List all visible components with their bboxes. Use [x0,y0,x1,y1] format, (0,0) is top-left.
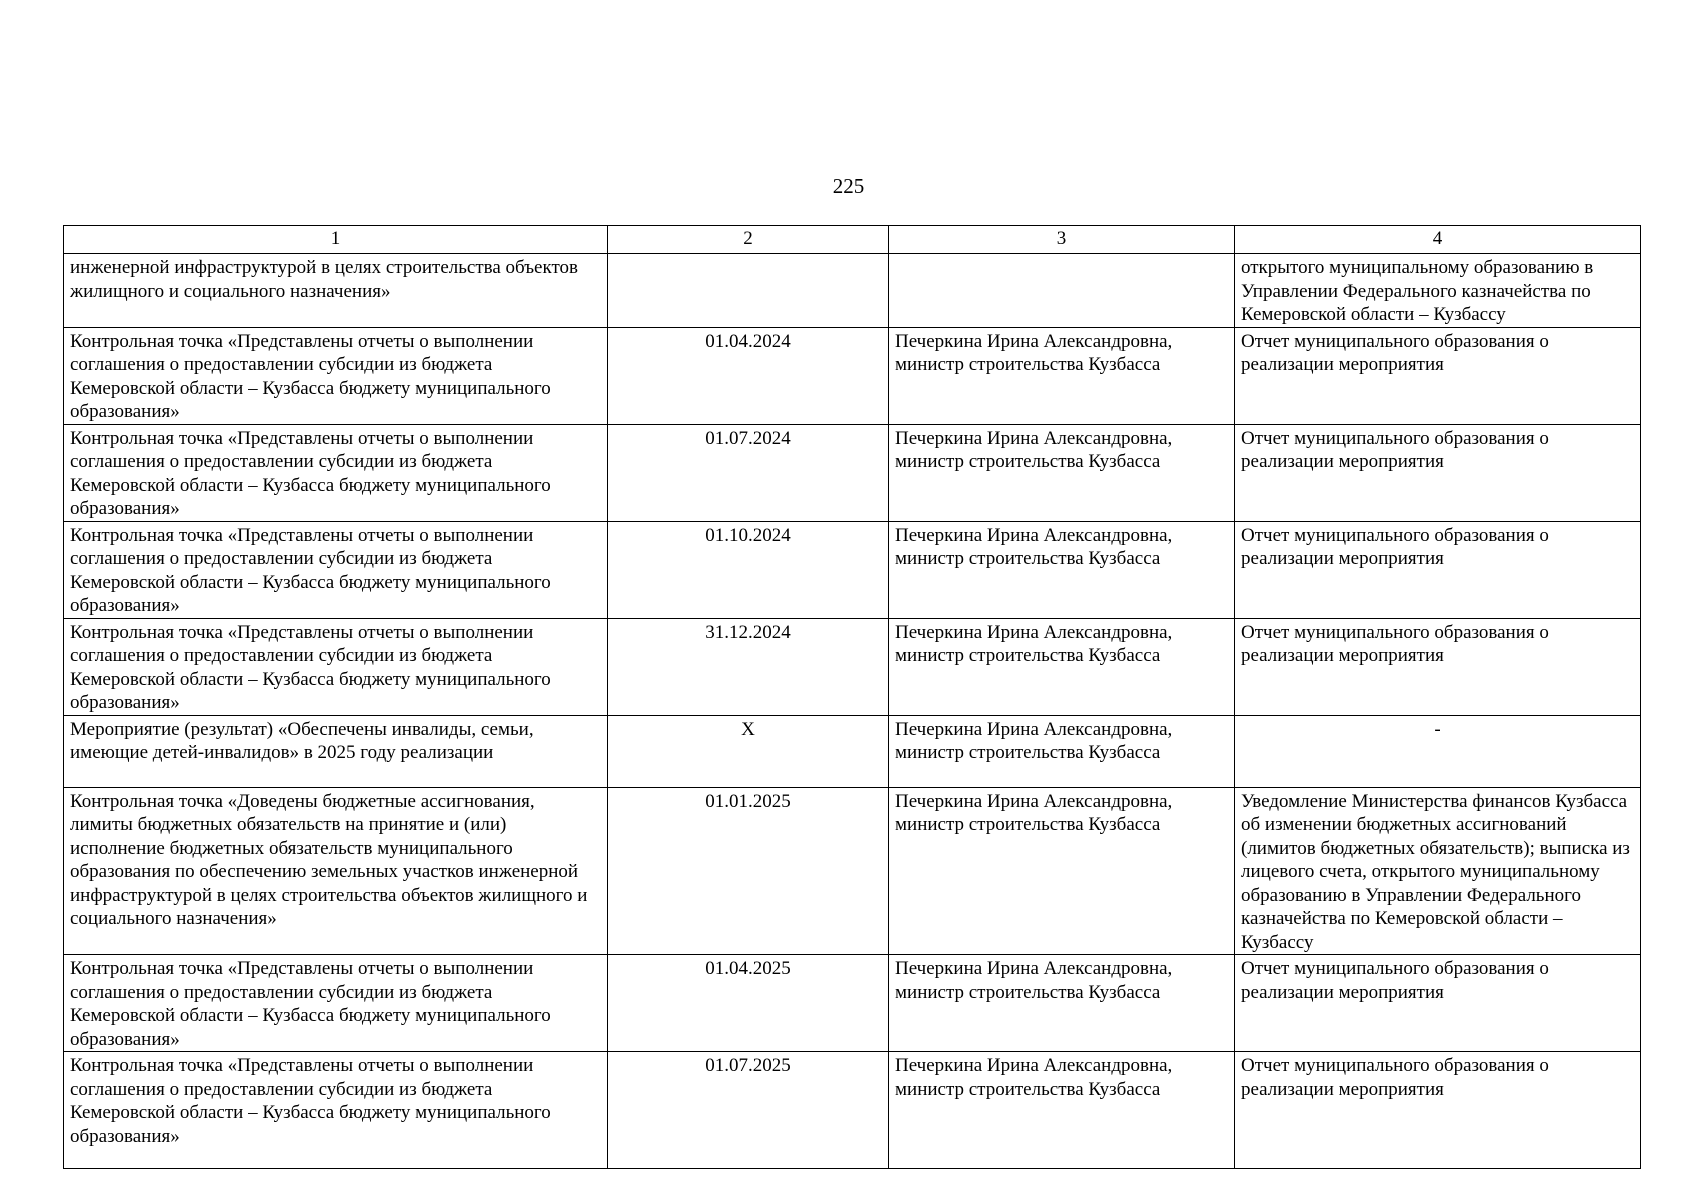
document-cell: Отчет муниципального образования о реализации мероприятия [1235,327,1641,424]
document-table [63,225,1641,1169]
responsible-cell: Печеркина Ирина Александровна, министр строительства Кузбасса [889,327,1235,424]
document-cell: Отчет муниципального образования о реализации мероприятия [1235,618,1641,715]
event-description-cell: Контрольная точка «Представлены отчеты о выполнении соглашения о предоставлении субсидии из бюджета Кемеровской области – Кузбасса бюджету муниципального образования» [64,521,608,618]
deadline-cell: 01.01.2025 [608,787,889,955]
table-row [64,618,1641,715]
responsible-cell: Печеркина Ирина Александровна, министр строительства Кузбасса [889,715,1235,787]
deadline-cell: 01.07.2024 [608,424,889,521]
responsible-cell: Печеркина Ирина Александровна, министр строительства Кузбасса [889,955,1235,1052]
event-description-cell: Мероприятие (результат) «Обеспечены инвалиды, семьи, имеющие детей-инвалидов» в 2025 году реализации [64,715,608,787]
table-row [64,955,1641,1052]
table-row [64,715,1641,787]
document-cell: Отчет муниципального образования о реализации мероприятия [1235,955,1641,1052]
column-header-2: 2 [608,226,889,254]
responsible-cell: Печеркина Ирина Александровна, министр строительства Кузбасса [889,424,1235,521]
responsible-cell [889,254,1235,328]
document-cell: Отчет муниципального образования о реализации мероприятия [1235,521,1641,618]
document-cell: - [1235,715,1641,787]
deadline-cell: 01.04.2024 [608,327,889,424]
responsible-cell: Печеркина Ирина Александровна, министр строительства Кузбасса [889,1052,1235,1169]
event-description-cell: Контрольная точка «Доведены бюджетные ассигнования, лимиты бюджетных обязательств на принятие и (или) исполнение бюджетных обязательств муниципального образования по обеспечению земельных участков инженерной инфраструктурой в целях строительства объектов жилищного и социального назначения» [64,787,608,955]
deadline-cell: 31.12.2024 [608,618,889,715]
column-header-1: 1 [64,226,608,254]
column-header-3: 3 [889,226,1235,254]
table-row [64,424,1641,521]
document-cell: Уведомление Министерства финансов Кузбасса об изменении бюджетных ассигнований (лимитов бюджетных обязательств); выписка из лицевого счета, открытого муниципальному образованию в Управлении Федерального казначейства по Кемеровской области – Кузбассу [1235,787,1641,955]
responsible-cell: Печеркина Ирина Александровна, министр строительства Кузбасса [889,787,1235,955]
table-row [64,521,1641,618]
event-description-cell: Контрольная точка «Представлены отчеты о выполнении соглашения о предоставлении субсидии из бюджета Кемеровской области – Кузбасса бюджету муниципального образования» [64,618,608,715]
deadline-cell: X [608,715,889,787]
event-description-cell: Контрольная точка «Представлены отчеты о выполнении соглашения о предоставлении субсидии из бюджета Кемеровской области – Кузбасса бюджету муниципального образования» [64,955,608,1052]
event-description-cell: Контрольная точка «Представлены отчеты о выполнении соглашения о предоставлении субсидии из бюджета Кемеровской области – Кузбасса бюджету муниципального образования» [64,1052,608,1169]
deadline-cell [608,254,889,328]
responsible-cell: Печеркина Ирина Александровна, министр строительства Кузбасса [889,521,1235,618]
document-cell: Отчет муниципального образования о реализации мероприятия [1235,1052,1641,1169]
document-cell: Отчет муниципального образования о реализации мероприятия [1235,424,1641,521]
table-row [64,327,1641,424]
table-row [64,787,1641,955]
deadline-cell: 01.07.2025 [608,1052,889,1169]
page-number: 225 [832,174,865,198]
document-cell: открытого муниципальному образованию в Управлении Федерального казначейства по Кемеровской области – Кузбассу [1235,254,1641,328]
event-description-cell: Контрольная точка «Представлены отчеты о выполнении соглашения о предоставлении субсидии из бюджета Кемеровской области – Кузбасса бюджету муниципального образования» [64,424,608,521]
event-description-cell: Контрольная точка «Представлены отчеты о выполнении соглашения о предоставлении субсидии из бюджета Кемеровской области – Кузбасса бюджету муниципального образования» [64,327,608,424]
event-description-cell: инженерной инфраструктурой в целях строительства объектов жилищного и социального назначения» [64,254,608,328]
table-header-row [64,226,1641,254]
deadline-cell: 01.04.2025 [608,955,889,1052]
column-header-4: 4 [1235,226,1641,254]
table-row [64,1052,1641,1169]
deadline-cell: 01.10.2024 [608,521,889,618]
responsible-cell: Печеркина Ирина Александровна, министр строительства Кузбасса [889,618,1235,715]
table-row [64,254,1641,328]
